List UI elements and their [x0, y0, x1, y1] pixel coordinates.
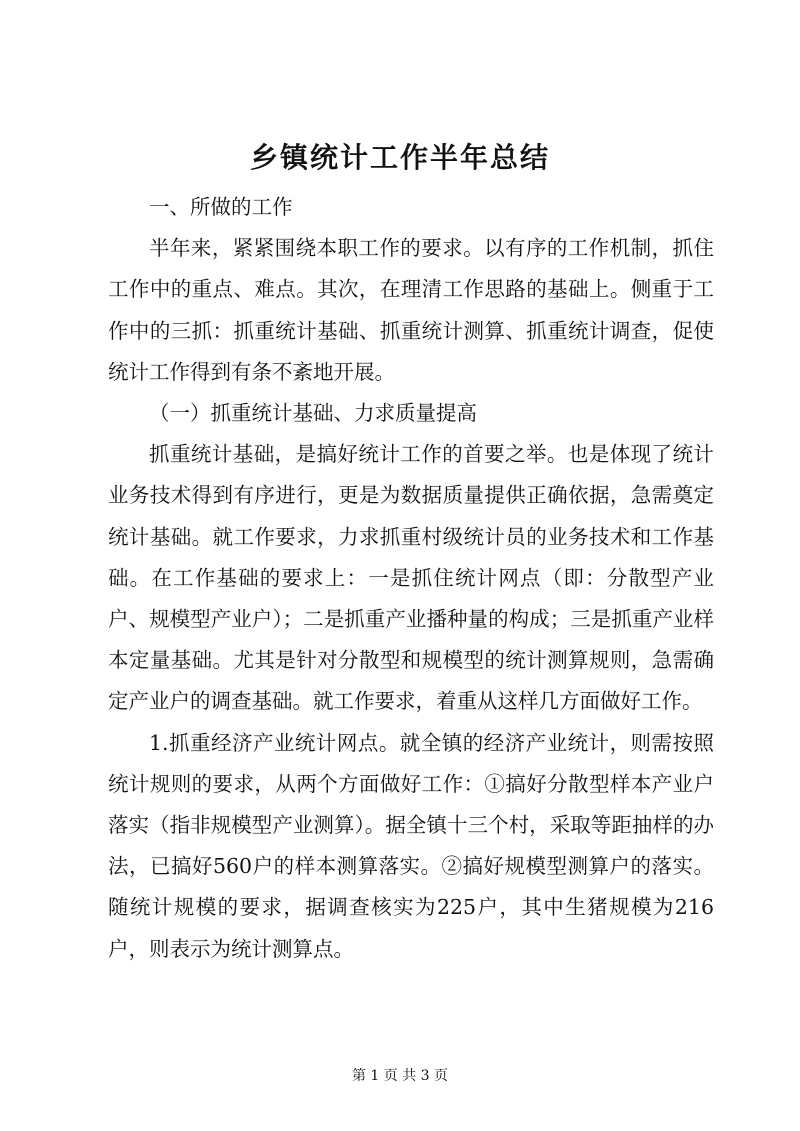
- section-heading: 一、所做的工作: [149, 195, 293, 219]
- document-title: 乡镇统计工作半年总结: [249, 141, 550, 174]
- page-footer: 第 1 页 共 3 页: [351, 1068, 449, 1084]
- document-body: [108, 187, 714, 970]
- subsection-heading: （一）抓重统计基础、力求质量提高: [149, 401, 477, 426]
- paragraph: 抓重统计基础，是搞好统计工作的首要之举。也是体现了统计业务技术得到有序进行，更是为数据质量提供正确依据，急需奠定统计基础。就工作要求，力求抓重村级统计员的业务技术和工作基础。在工作基础的要求上：一是抓住统计网点（即：分散型产业户、规模型产业户）；二是抓重产业播种量的构成；三是抓重产业样本定量基础。尤其是针对分散型和规模型的统计测算规则，急需确定产业户的调查基础。就工作要求，着重从这样几方面做好工作。: [108, 442, 714, 714]
- paragraph: 1.抓重经济产业统计网点。就全镇的经济产业统计，则需按照统计规则的要求，从两个方面做好工作：①搞好分散型样本产业户落实（指非规模型产业测算）。据全镇十三个村，采取等距抽样的办法，已搞好560户的样本测算落实。②搞好规模型测算户的落实。随统计规模的要求，据调查核实为225户，其中生猪规模为216户，则表示为统计测算点。: [108, 730, 714, 961]
- paragraph: 半年来，紧紧围绕本职工作的要求。以有序的工作机制，抓住工作中的重点、难点。其次，在理清工作思路的基础上。侧重于工作中的三抓：抓重统计基础、抓重统计测算、抓重统计调查，促使统计工作得到有条不紊地开展。: [108, 236, 714, 384]
